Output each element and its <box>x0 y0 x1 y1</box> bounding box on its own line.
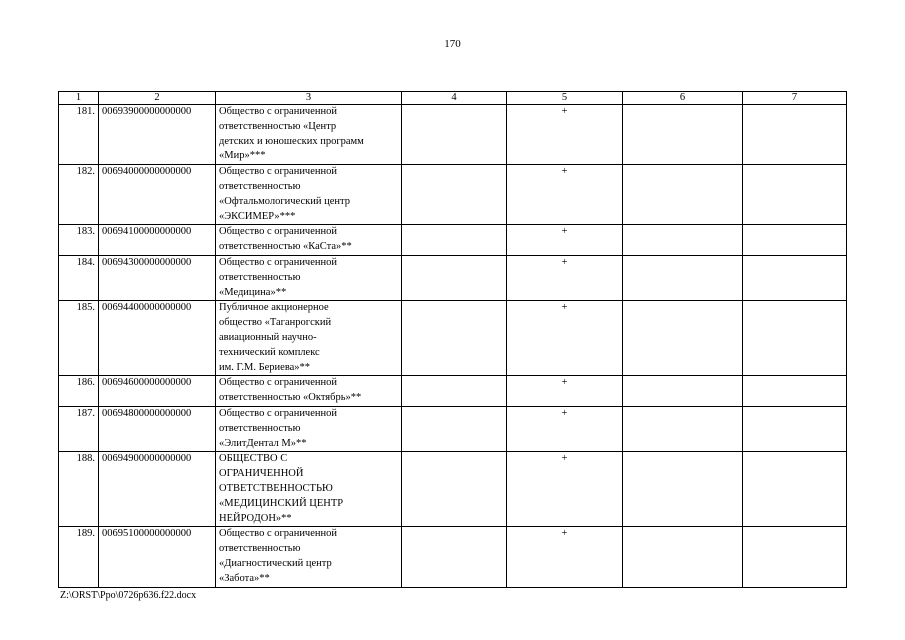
row-code: 00694300000000000 <box>99 255 216 300</box>
row-code: 00695100000000000 <box>99 527 216 587</box>
table-row <box>59 165 847 225</box>
row-col-4 <box>402 105 507 165</box>
row-col-7 <box>743 301 847 376</box>
row-number: 183. <box>59 225 99 256</box>
row-col-7 <box>743 376 847 407</box>
row-col-6 <box>623 452 743 527</box>
row-col-7 <box>743 105 847 165</box>
row-organization-name: Общество с ограниченной ответственностью «Медицина»** <box>216 255 402 300</box>
row-col-7 <box>743 225 847 256</box>
row-col-5-mark: + <box>507 452 623 527</box>
table-body <box>59 105 847 588</box>
row-col-6 <box>623 301 743 376</box>
row-number: 186. <box>59 376 99 407</box>
header-row <box>59 92 847 105</box>
header-col-7: 7 <box>743 92 847 105</box>
row-col-7 <box>743 452 847 527</box>
table-row <box>59 301 847 376</box>
row-col-4 <box>402 452 507 527</box>
header-col-2: 2 <box>99 92 216 105</box>
row-number: 188. <box>59 452 99 527</box>
row-code: 00694100000000000 <box>99 225 216 256</box>
row-organization-name: Общество с ограниченной ответственностью «Центр детских и юношеских программ «Мир»*** <box>216 105 402 165</box>
table-row <box>59 225 847 256</box>
footer-file-path: Z:\ORST\Ppo\0726p636.f22.docx <box>60 590 197 601</box>
row-col-4 <box>402 406 507 451</box>
table-row <box>59 406 847 451</box>
header-col-6: 6 <box>623 92 743 105</box>
header-col-1: 1 <box>59 92 99 105</box>
table-row <box>59 255 847 300</box>
row-number: 181. <box>59 105 99 165</box>
row-col-5-mark: + <box>507 255 623 300</box>
row-col-6 <box>623 255 743 300</box>
row-col-5-mark: + <box>507 301 623 376</box>
row-col-5-mark: + <box>507 165 623 225</box>
row-organization-name: Общество с ограниченной ответственностью «Офтальмологический центр «ЭКСИМЕР»*** <box>216 165 402 225</box>
row-col-7 <box>743 527 847 587</box>
row-organization-name: Общество с ограниченной ответственностью «КаСта»** <box>216 225 402 256</box>
row-organization-name: Общество с ограниченной ответственностью «ЭлитДентал М»** <box>216 406 402 451</box>
row-col-6 <box>623 165 743 225</box>
header-col-3: 3 <box>216 92 402 105</box>
table-row <box>59 105 847 165</box>
table-row <box>59 376 847 407</box>
row-col-6 <box>623 225 743 256</box>
row-col-5-mark: + <box>507 376 623 407</box>
row-col-6 <box>623 527 743 587</box>
row-number: 184. <box>59 255 99 300</box>
page-number: 170 <box>444 38 461 50</box>
row-code: 00694900000000000 <box>99 452 216 527</box>
row-col-4 <box>402 255 507 300</box>
row-organization-name: ОБЩЕСТВО С ОГРАНИЧЕННОЙ ОТВЕТСТВЕННОСТЬЮ «МЕДИЦИНСКИЙ ЦЕНТР НЕЙРОДОН»** <box>216 452 402 527</box>
row-organization-name: Общество с ограниченной ответственностью «Диагностический центр «Забота»** <box>216 527 402 587</box>
table-row <box>59 527 847 587</box>
row-col-5-mark: + <box>507 225 623 256</box>
registry-table <box>58 91 847 588</box>
row-col-4 <box>402 165 507 225</box>
row-number: 185. <box>59 301 99 376</box>
row-number: 182. <box>59 165 99 225</box>
row-code: 00694600000000000 <box>99 376 216 407</box>
table-header <box>59 92 847 105</box>
row-code: 00693900000000000 <box>99 105 216 165</box>
row-code: 00694800000000000 <box>99 406 216 451</box>
row-col-6 <box>623 406 743 451</box>
row-col-7 <box>743 255 847 300</box>
row-code: 00694000000000000 <box>99 165 216 225</box>
row-col-6 <box>623 376 743 407</box>
row-col-4 <box>402 301 507 376</box>
row-col-4 <box>402 376 507 407</box>
row-col-5-mark: + <box>507 406 623 451</box>
header-col-5: 5 <box>507 92 623 105</box>
row-col-5-mark: + <box>507 105 623 165</box>
row-number: 187. <box>59 406 99 451</box>
row-organization-name: Публичное акционерное общество «Таганрогский авиационный научно- технический комплекс им. Г.М. Бериева»** <box>216 301 402 376</box>
row-number: 189. <box>59 527 99 587</box>
row-col-7 <box>743 165 847 225</box>
row-col-4 <box>402 225 507 256</box>
row-col-7 <box>743 406 847 451</box>
row-code: 00694400000000000 <box>99 301 216 376</box>
header-col-4: 4 <box>402 92 507 105</box>
row-col-4 <box>402 527 507 587</box>
row-col-5-mark: + <box>507 527 623 587</box>
table-row <box>59 452 847 527</box>
row-col-6 <box>623 105 743 165</box>
row-organization-name: Общество с ограниченной ответственностью «Октябрь»** <box>216 376 402 407</box>
